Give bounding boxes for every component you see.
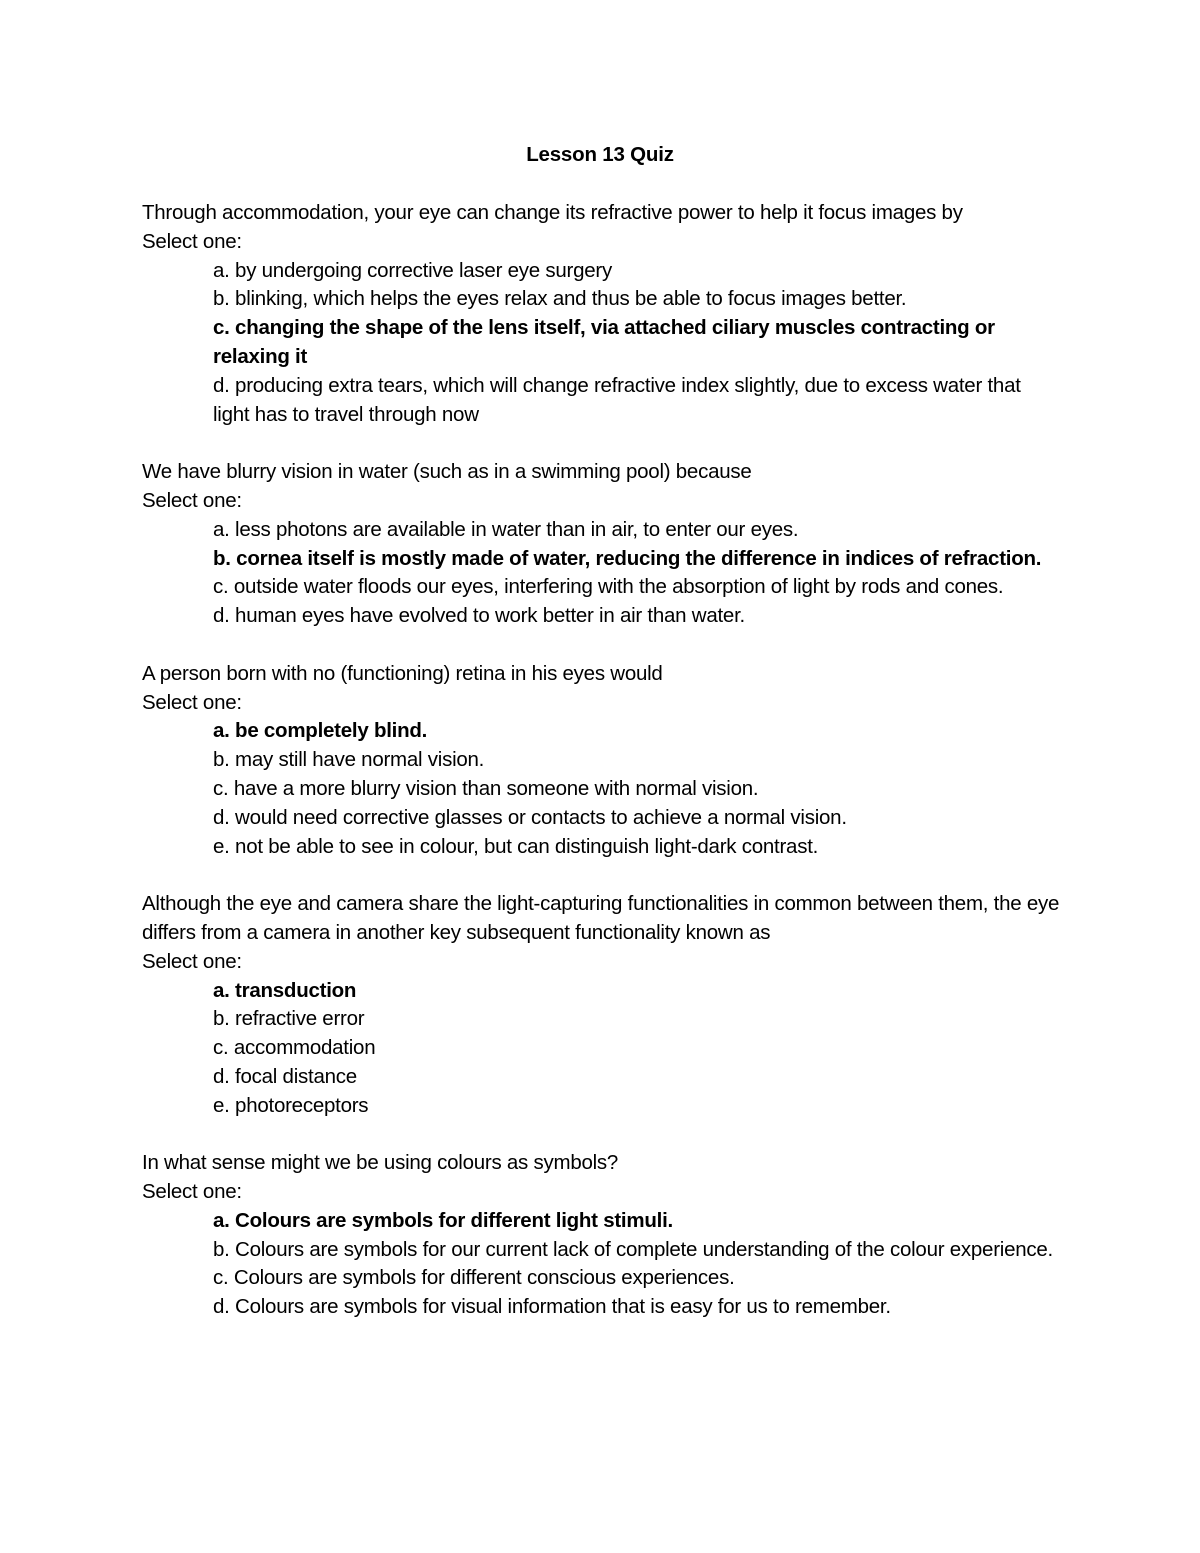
- answer-option-correct: c. changing the shape of the lens itself, via attached ciliary muscles contracting or relaxing it: [213, 316, 995, 368]
- answer-option: c. have a more blurry vision than someone with normal vision.: [213, 776, 759, 800]
- answer-option-correct: a. Colours are symbols for different light stimuli.: [213, 1208, 673, 1232]
- answer-option: a. less photons are available in water than in air, to enter our eyes.: [213, 517, 799, 541]
- answer-option-correct: a. be completely blind.: [213, 719, 428, 743]
- select-one-label: Select one:: [142, 488, 242, 512]
- select-one-label: Select one:: [142, 229, 242, 253]
- page-title: Lesson 13 Quiz: [526, 143, 674, 166]
- answer-option: b. refractive error: [213, 1007, 365, 1031]
- answer-option: c. accommodation: [213, 1036, 376, 1060]
- answer-option: b. Colours are symbols for our current lack of complete understanding of the colour experience.: [213, 1237, 1053, 1261]
- question-4: [142, 890, 1062, 1120]
- answer-option: e. photoreceptors: [213, 1093, 369, 1117]
- answer-option: b. blinking, which helps the eyes relax and thus be able to focus images better.: [213, 287, 907, 311]
- question-1: [142, 199, 1062, 429]
- question-3: [142, 660, 1062, 862]
- question-list: [142, 199, 1062, 1351]
- answer-option: c. outside water floods our eyes, interfering with the absorption of light by rods and cones.: [213, 575, 1004, 599]
- answer-option: d. human eyes have evolved to work better in air than water.: [213, 604, 745, 628]
- question-stem: Through accommodation, your eye can change its refractive power to help it focus images by: [142, 201, 963, 224]
- answer-options: [142, 516, 1062, 631]
- question-5: [142, 1149, 1062, 1322]
- answer-option: d. focal distance: [213, 1064, 357, 1088]
- answer-options: [142, 977, 1062, 1121]
- answer-option: a. by undergoing corrective laser eye surgery: [213, 258, 612, 282]
- answer-option: c. Colours are symbols for different conscious experiences.: [213, 1266, 735, 1290]
- answer-option: d. Colours are symbols for visual information that is easy for us to remember.: [213, 1295, 891, 1319]
- select-one-label: Select one:: [142, 1180, 242, 1204]
- question-stem: In what sense might we be using colours as symbols?: [142, 1151, 619, 1175]
- answer-options: [142, 1207, 1062, 1322]
- answer-option: d. would need corrective glasses or contacts to achieve a normal vision.: [213, 805, 847, 829]
- question-stem: We have blurry vision in water (such as in a swimming pool) because: [142, 460, 752, 484]
- answer-option: e. not be able to see in colour, but can distinguish light-dark contrast.: [213, 834, 819, 858]
- select-one-label: Select one:: [142, 690, 242, 714]
- question-2: [142, 458, 1062, 631]
- answer-option-correct: b. cornea itself is mostly made of water, reducing the difference in indices of refraction.: [213, 546, 1042, 570]
- answer-option: b. may still have normal vision.: [213, 748, 485, 772]
- question-stem: A person born with no (functioning) retina in his eyes would: [142, 661, 663, 685]
- question-stem: Although the eye and camera share the light-capturing functionalities in common between them, the eye differs from a camera in another key subsequent functionality known as: [142, 892, 1060, 944]
- select-one-label: Select one:: [142, 949, 242, 973]
- answer-option-correct: a. transduction: [213, 978, 357, 1002]
- answer-option: d. producing extra tears, which will change refractive index slightly, due to excess water that light has to travel through now: [213, 373, 1021, 426]
- answer-options: [142, 717, 1062, 861]
- answer-options: [142, 257, 1062, 430]
